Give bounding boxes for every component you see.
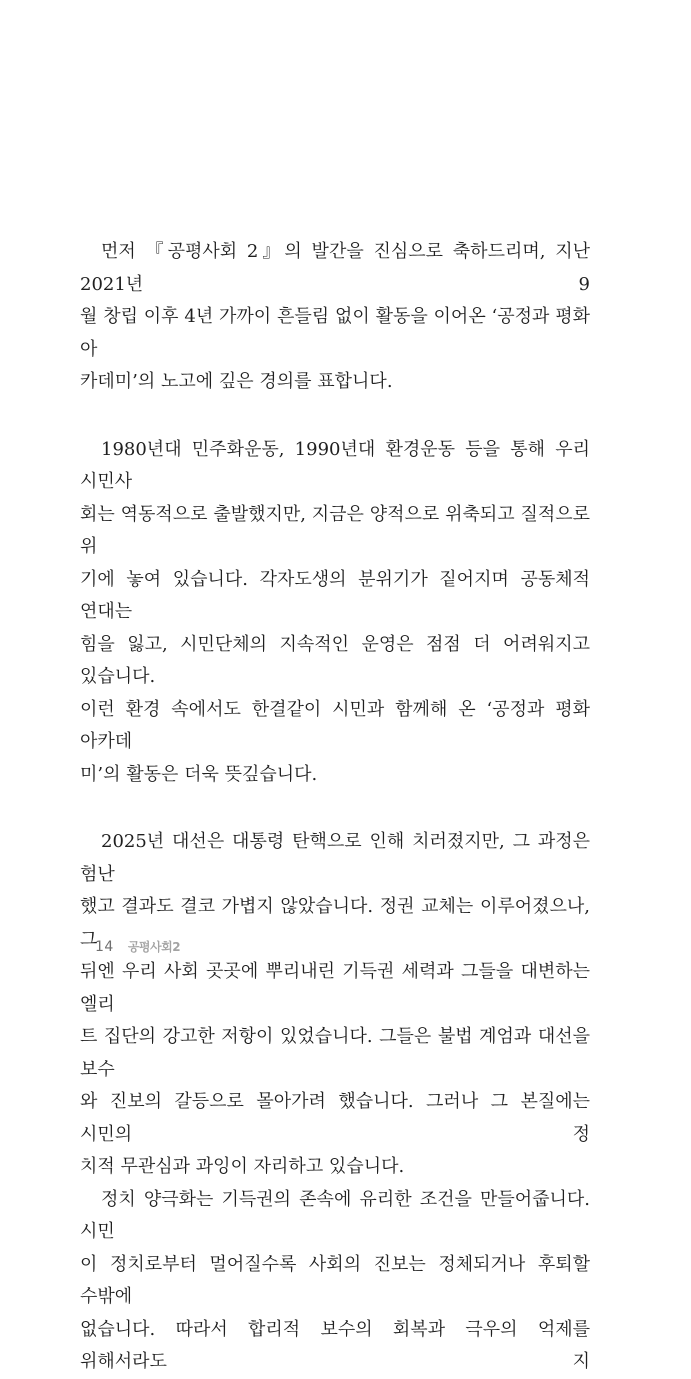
text-line: 먼저 『공평사회 2』의 발간을 진심으로 축하드리며, 지난 2021년 9 — [80, 241, 590, 295]
body-text — [80, 236, 590, 1379]
text-line: 했고 결과도 결코 가볍지 않았습니다. 정권 교체는 이루어졌으나, 그 — [80, 896, 590, 950]
text-line: 와 진보의 갈등으로 몰아가려 했습니다. 그러나 그 본질에는 시민의 정 — [80, 1091, 590, 1145]
text-line: 없습니다. 따라서 합리적 보수의 회복과 극우의 억제를 위해서라도 지 — [80, 1318, 590, 1372]
text-line: 2025년 대선은 대통령 탄핵으로 인해 치러졌지만, 그 과정은 험난 — [80, 831, 590, 885]
text-line: 힘을 잃고, 시민단체의 지속적인 운영은 점점 더 어려워지고 있습니다. — [80, 633, 590, 687]
text-line: 뒤엔 우리 사회 곳곳에 뿌리내린 기득권 세력과 그들을 대변하는 엘리 — [80, 961, 590, 1015]
text-line: 정치 양극화는 기득권의 존속에 유리한 조건을 만들어줍니다. 시민 — [80, 1188, 590, 1242]
text-line: 1980년대 민주화운동, 1990년대 환경운동 등을 통해 우리 시민사 — [80, 438, 590, 492]
text-line: 카데미’의 노고에 깊은 경의를 표합니다. — [80, 371, 393, 392]
paragraph — [80, 1184, 590, 1379]
text-line: 치적 무관심과 과잉이 자리하고 있습니다. — [80, 1156, 405, 1177]
paragraph — [80, 236, 590, 399]
text-line: 회는 역동적으로 출발했지만, 지금은 양적으로 위축되고 질적으로 위 — [80, 503, 590, 557]
text-line: 트 집단의 강고한 저항이 있었습니다. 그들은 불법 계엄과 대선을 보수 — [80, 1026, 590, 1080]
text-line: 월 창립 이후 4년 가까이 흔들림 없이 활동을 이어온 ‘공정과 평화 아 — [80, 306, 590, 360]
text-line: 이런 환경 속에서도 한결같이 시민과 함께해 온 ‘공정과 평화 아카데 — [80, 698, 590, 752]
page-number: 14 — [95, 939, 114, 955]
paragraph — [80, 434, 590, 792]
page-footer — [95, 938, 180, 955]
paragraph — [80, 826, 590, 1184]
text-line: 미’의 활동은 더욱 뜻깊습니다. — [80, 763, 318, 785]
text-line: 이 정치로부터 멀어질수록 사회의 진보는 정체되거나 후퇴할 수밖에 — [80, 1253, 590, 1307]
text-line: 기에 놓여 있습니다. 각자도생의 분위기가 짙어지며 공동체적 연대는 — [80, 568, 590, 622]
book-title-running-footer: 공평사회2 — [127, 940, 181, 954]
